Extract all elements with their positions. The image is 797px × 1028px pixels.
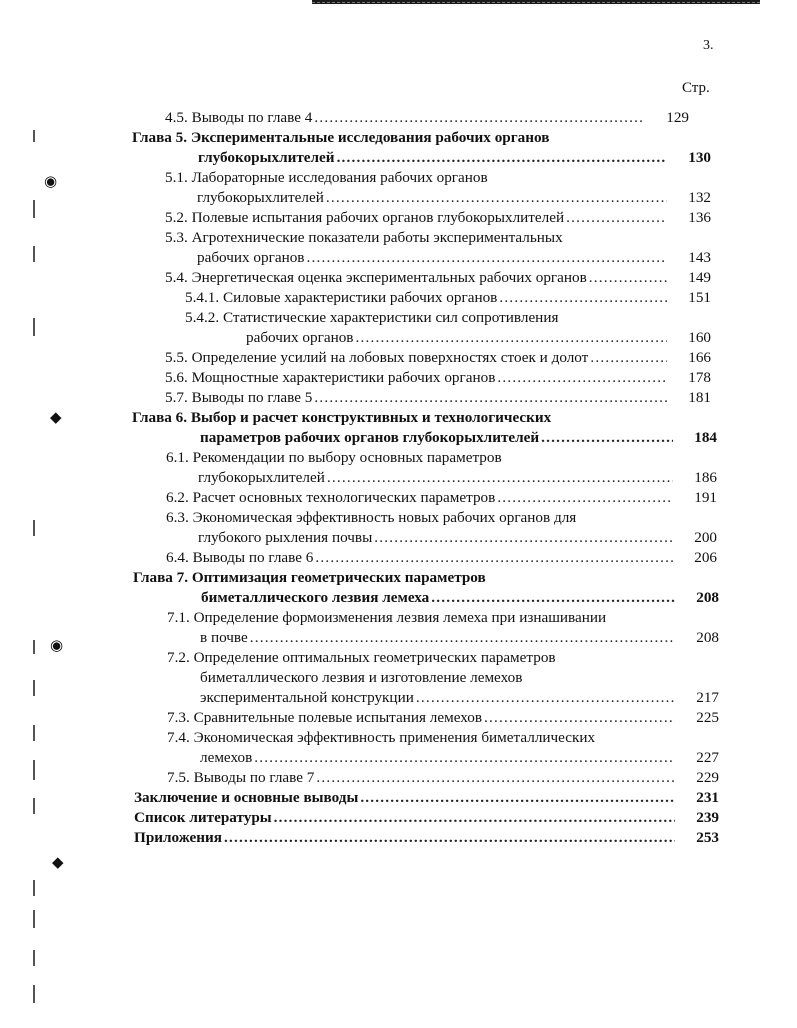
margin-mark [33, 910, 35, 928]
toc-entry[interactable]: 5.4. Энергетическая оценка экспериментальных рабочих органов ..... 149 [0, 268, 797, 288]
binding-hole-icon: ◆ [52, 855, 64, 871]
toc-entry[interactable]: 7.5. Выводы по главе 7 ..... 229 [0, 768, 797, 788]
toc-chapter-title: Глава 7. Оптимизация геометрических параметров [133, 569, 486, 586]
toc-section-conclusion[interactable]: Заключение и основные выводы ..... 231 [0, 788, 797, 808]
toc-entry[interactable]: 5.1. Лабораторные исследования рабочих органов глубокорыхлителей ..... 132 [0, 168, 797, 208]
toc-entry[interactable]: 7.1. Определение формоизменения лезвия лемеха при изнашивании в почве ..... 208 [0, 608, 797, 648]
toc-entry[interactable]: 7.4. Экономическая эффективность применения биметаллических лемехов ..... 227 [0, 728, 797, 768]
toc-section-references[interactable]: Список литературы ..... 239 [0, 808, 797, 828]
toc-entry[interactable]: 6.2. Расчет основных технологических параметров ..... 191 [0, 488, 797, 508]
toc-chapter[interactable]: Глава 5. Экспериментальные исследования рабочих органов глубокорыхлителей ..... 130 [0, 128, 797, 168]
toc-entry[interactable]: 5.4.2. Статистические характеристики сил сопротивления рабочих органов ..... 160 [0, 308, 797, 348]
toc-entry[interactable]: 5.7. Выводы по главе 5 ..... 181 [0, 388, 797, 408]
toc-entry[interactable]: 5.4.1. Силовые характеристики рабочих органов ..... 151 [0, 288, 797, 308]
page-column-label: Стр. [682, 80, 710, 96]
toc-entry[interactable]: 5.3. Агротехнические показатели работы экспериментальных рабочих органов ..... 143 [0, 228, 797, 268]
page-number: 3. [703, 38, 714, 53]
toc-entry[interactable]: 6.3. Экономическая эффективность новых рабочих органов для глубокого рыхления почвы ..... 200 [0, 508, 797, 548]
binding-hole-icon: ◆ [50, 410, 62, 426]
toc-entry[interactable]: 7.3. Сравнительные полевые испытания лемехов ..... 225 [0, 708, 797, 728]
toc-entry[interactable]: 5.2. Полевые испытания рабочих органов глубокорыхлителей ..... 136 [0, 208, 797, 228]
margin-mark [33, 985, 35, 1003]
toc-entry[interactable]: 5.5. Определение усилий на лобовых поверхностях стоек и долот ..... 166 [0, 348, 797, 368]
table-of-contents [0, 108, 797, 848]
toc-entry[interactable]: 6.1. Рекомендации по выбору основных параметров глубокорыхлителей ..... 186 [0, 448, 797, 488]
margin-mark [33, 950, 35, 966]
toc-section-appendices[interactable]: Приложения ..... 253 [0, 828, 797, 848]
toc-chapter[interactable]: Глава 7. Оптимизация геометрических параметров биметаллического лезвия лемеха ..... 208 [0, 568, 797, 608]
toc-entry[interactable]: 7.2. Определение оптимальных геометрических параметров биметаллического лезвия и изготовление лемехов экспериментальной конструкции ..... 217 [0, 648, 797, 708]
toc-chapter[interactable]: Глава 6. Выбор и расчет конструктивных и технологических параметров рабочих органов глубокорыхлителей ..... 184 [0, 408, 797, 448]
toc-entry[interactable]: 5.6. Мощностные характеристики рабочих органов ..... 178 [0, 368, 797, 388]
toc-entry[interactable]: 4.5. Выводы по главе 4 ..... 129 [0, 108, 797, 128]
margin-mark [33, 880, 35, 896]
toc-entry[interactable]: 6.4. Выводы по главе 6 ..... 206 [0, 548, 797, 568]
scan-top-edge-dashed [312, 2, 760, 3]
binding-hole-icon: ◉ [44, 174, 58, 190]
toc-chapter-title: Глава 5. Экспериментальные исследования рабочих органов [132, 129, 550, 146]
toc-chapter-title: Глава 6. Выбор и расчет конструктивных и технологических [132, 409, 552, 426]
binding-hole-icon: ◉ [50, 638, 64, 654]
